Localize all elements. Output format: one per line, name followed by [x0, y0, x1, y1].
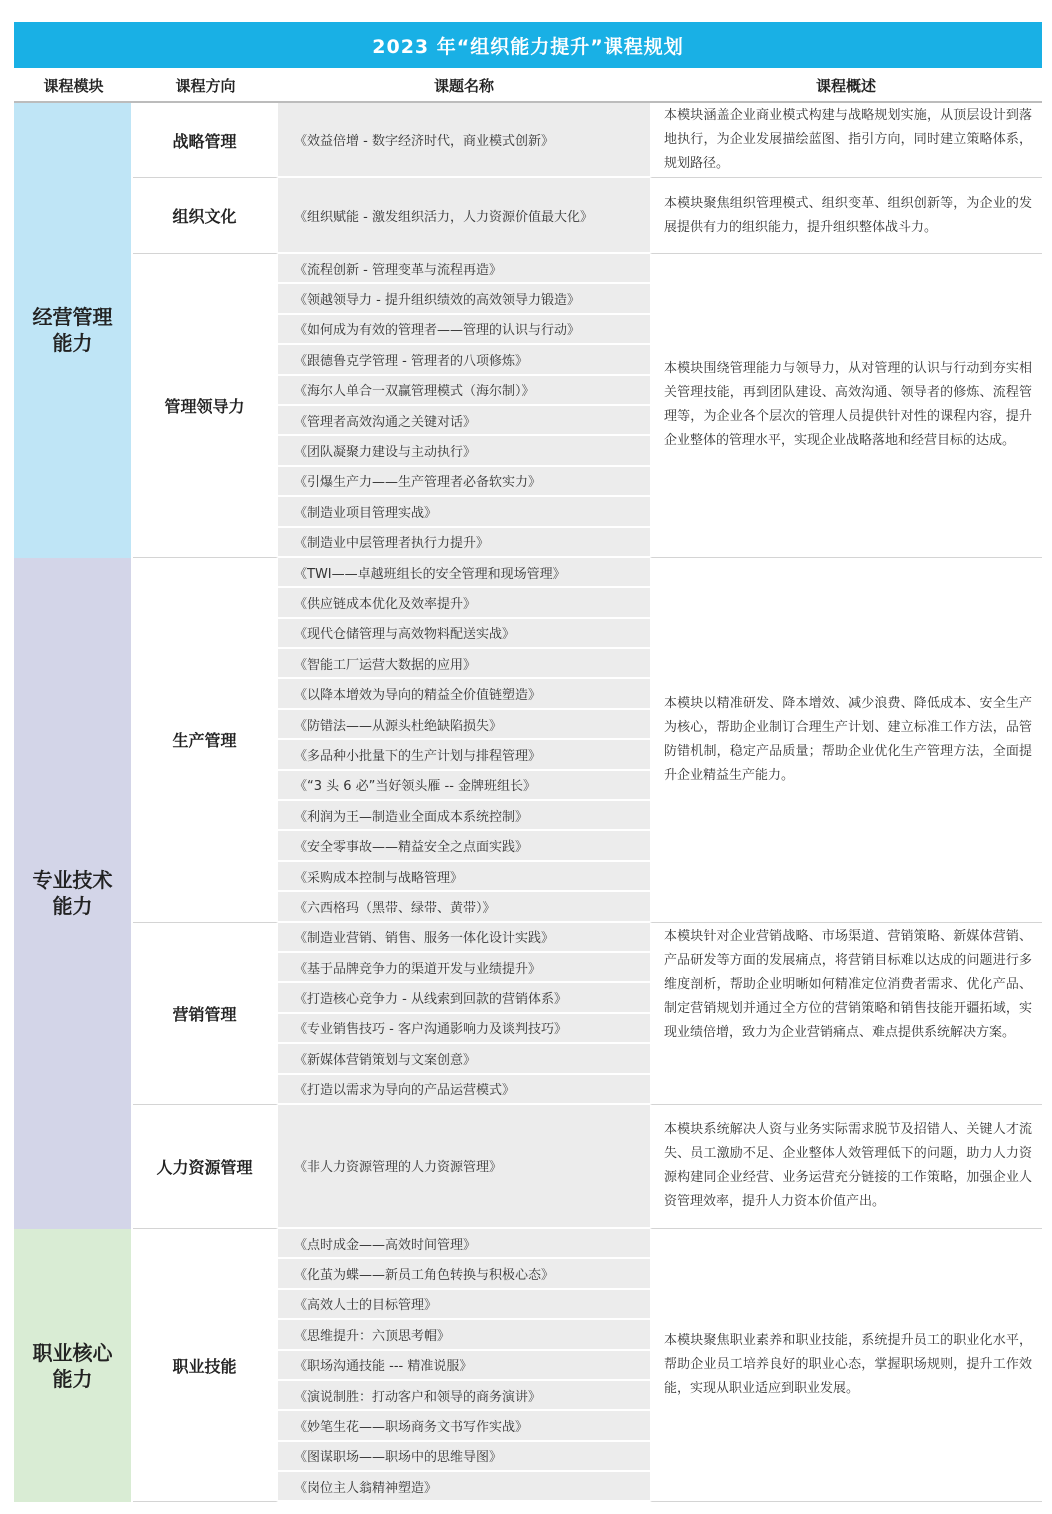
module-name: 经营管理能力 [32, 305, 113, 356]
table-row [14, 1105, 1042, 1229]
overview-cell: 本模块聚焦组织管理模式、组织变革、组织创新等，为企业的发展提供有力的组织能力，提升组织整体战斗力。 [650, 178, 1042, 254]
course-cell: 《组织赋能 - 激发组织活力，人力资源价值最大化》 [278, 178, 650, 254]
course-cell: 《采购成本控制与战略管理》 [278, 862, 650, 892]
table-row [14, 178, 1042, 254]
course-cell: 《现代仓储管理与高效物料配送实战》 [278, 619, 650, 649]
course-cell: 《引爆生产力——生产管理者必备软实力》 [278, 467, 650, 497]
course-cell: 《图谋职场——职场中的思维导图》 [278, 1442, 650, 1472]
course-cell: 《团队凝聚力建设与主动执行》 [278, 436, 650, 466]
course-cell: 《非人力资源管理的人力资源管理》 [278, 1105, 650, 1229]
overview-cell: 本模块聚焦职业素养和职业技能，系统提升员工的职业化水平，帮助企业员工培养良好的职业心态，掌握职场规则，提升工作效能，实现从职业适应到职业发展。 [650, 1229, 1042, 1503]
course-plan-table [14, 70, 1042, 1502]
course-cell: 《高效人士的目标管理》 [278, 1290, 650, 1320]
course-cell: 《岗位主人翁精神塑造》 [278, 1472, 650, 1502]
header-row [14, 70, 1042, 103]
course-cell: 《职场沟通技能 --- 精准说服》 [278, 1351, 650, 1381]
direction-cell: 人力资源管理 [133, 1105, 278, 1229]
course-cell: 《以降本增效为导向的精益全价值链塑造》 [278, 679, 650, 709]
course-cell: 《演说制胜：打动客户和领导的商务演讲》 [278, 1381, 650, 1411]
course-cell: 《基于品牌竞争力的渠道开发与业绩提升》 [278, 953, 650, 983]
module-name: 职业核心能力 [32, 1340, 113, 1391]
course-cell: 《智能工厂运营大数据的应用》 [278, 649, 650, 679]
course-cell: 《思维提升：六顶思考帽》 [278, 1320, 650, 1350]
course-cell: 《海尔人单合一双赢管理模式（海尔制）》 [278, 376, 650, 406]
table-row [14, 558, 1042, 588]
course-cell: 《领越领导力 - 提升组织绩效的高效领导力锻造》 [278, 284, 650, 314]
course-cell: 《TWI——卓越班组长的安全管理和现场管理》 [278, 558, 650, 588]
overview-cell: 本模块系统解决人资与业务实际需求脱节及招错人、关键人才流失、员工激励不足、企业整体人效管理低下的问题，助力人力资源构建同企业经营、业务运营充分链接的工作策略，加强企业人资管理效率，提升人力资本价值产出。 [650, 1105, 1042, 1229]
course-cell: 《打造以需求为导向的产品运营模式》 [278, 1075, 650, 1105]
course-cell: 《供应链成本优化及效率提升》 [278, 588, 650, 618]
direction-cell: 生产管理 [133, 558, 278, 923]
course-cell: 《专业销售技巧 - 客户沟通影响力及谈判技巧》 [278, 1014, 650, 1044]
course-cell: 《安全零事故——精益安全之点面实践》 [278, 831, 650, 861]
header-module: 课程模块 [14, 70, 133, 103]
overview-cell: 本模块针对企业营销战略、市场渠道、营销策略、新媒体营销、产品研发等方面的发展痛点，将营销目标难以达成的问题进行多维度剖析，帮助企业明晰如何精准定位消费者需求、优化产品、制定营销规划并通过全方位的营销策略和销售技能开疆拓域，实现业绩倍增，致力为企业营销痛点、难点提供系统解决方案。 [650, 923, 1042, 1105]
course-cell: 《管理者高效沟通之关键对话》 [278, 406, 650, 436]
course-cell: 《化茧为蝶——新员工角色转换与积极心态》 [278, 1259, 650, 1289]
course-cell: 《多品种小批量下的生产计划与排程管理》 [278, 740, 650, 770]
direction-cell: 战略管理 [133, 103, 278, 178]
course-cell: 《妙笔生花——职场商务文书写作实战》 [278, 1411, 650, 1441]
course-cell: 《六西格玛（黑带、绿带、黄带）》 [278, 892, 650, 922]
course-cell: 《点时成金——高效时间管理》 [278, 1229, 650, 1259]
table-row [14, 1229, 1042, 1259]
direction-cell: 管理领导力 [133, 254, 278, 558]
header-course: 课题名称 [278, 70, 650, 103]
table-row [14, 923, 1042, 953]
course-cell: 《“3 头 6 必”当好领头雁 -- 金牌班组长》 [278, 771, 650, 801]
header-overview: 课程概述 [650, 70, 1042, 103]
module-name: 专业技术能力 [32, 868, 113, 919]
header-direction: 课程方向 [133, 70, 278, 103]
module-cell [14, 1229, 133, 1503]
table-row [14, 254, 1042, 284]
course-cell: 《制造业营销、销售、服务一体化设计实践》 [278, 923, 650, 953]
course-cell: 《利润为王—制造业全面成本系统控制》 [278, 801, 650, 831]
course-cell: 《效益倍增 - 数字经济时代，商业模式创新》 [278, 103, 650, 178]
overview-cell: 本模块以精准研发、降本增效、减少浪费、降低成本、安全生产为核心，帮助企业制订合理生产计划、建立标准工作方法，品管防错机制，稳定产品质量；帮助企业优化生产管理方法，全面提升企业精益生产能力。 [650, 558, 1042, 923]
course-cell: 《打造核心竞争力 - 从线索到回款的营销体系》 [278, 983, 650, 1013]
course-cell: 《跟德鲁克学管理 - 管理者的八项修炼》 [278, 345, 650, 375]
course-cell: 《制造业中层管理者执行力提升》 [278, 528, 650, 558]
course-cell: 《制造业项目管理实战》 [278, 497, 650, 527]
overview-cell: 本模块涵盖企业商业模式构建与战略规划实施，从顶层设计到落地执行，为企业发展描绘蓝图、指引方向，同时建立策略体系，规划路径。 [650, 103, 1042, 178]
module-cell [14, 103, 133, 558]
course-cell: 《防错法——从源头杜绝缺陷损失》 [278, 710, 650, 740]
direction-cell: 组织文化 [133, 178, 278, 254]
course-cell: 《新媒体营销策划与文案创意》 [278, 1044, 650, 1074]
direction-cell: 职业技能 [133, 1229, 278, 1503]
table-row [14, 103, 1042, 178]
page-title: 2023 年“组织能力提升”课程规划 [14, 22, 1042, 68]
overview-cell: 本模块围绕管理能力与领导力，从对管理的认识与行动到夯实相关管理技能，再到团队建设、高效沟通、领导者的修炼、流程管理等，为企业各个层次的管理人员提供针对性的课程内容，提升企业整体的管理水平，实现企业战略落地和经营目标的达成。 [650, 254, 1042, 558]
module-cell [14, 558, 133, 1229]
course-cell: 《流程创新 - 管理变革与流程再造》 [278, 254, 650, 284]
direction-cell: 营销管理 [133, 923, 278, 1105]
course-cell: 《如何成为有效的管理者——管理的认识与行动》 [278, 315, 650, 345]
